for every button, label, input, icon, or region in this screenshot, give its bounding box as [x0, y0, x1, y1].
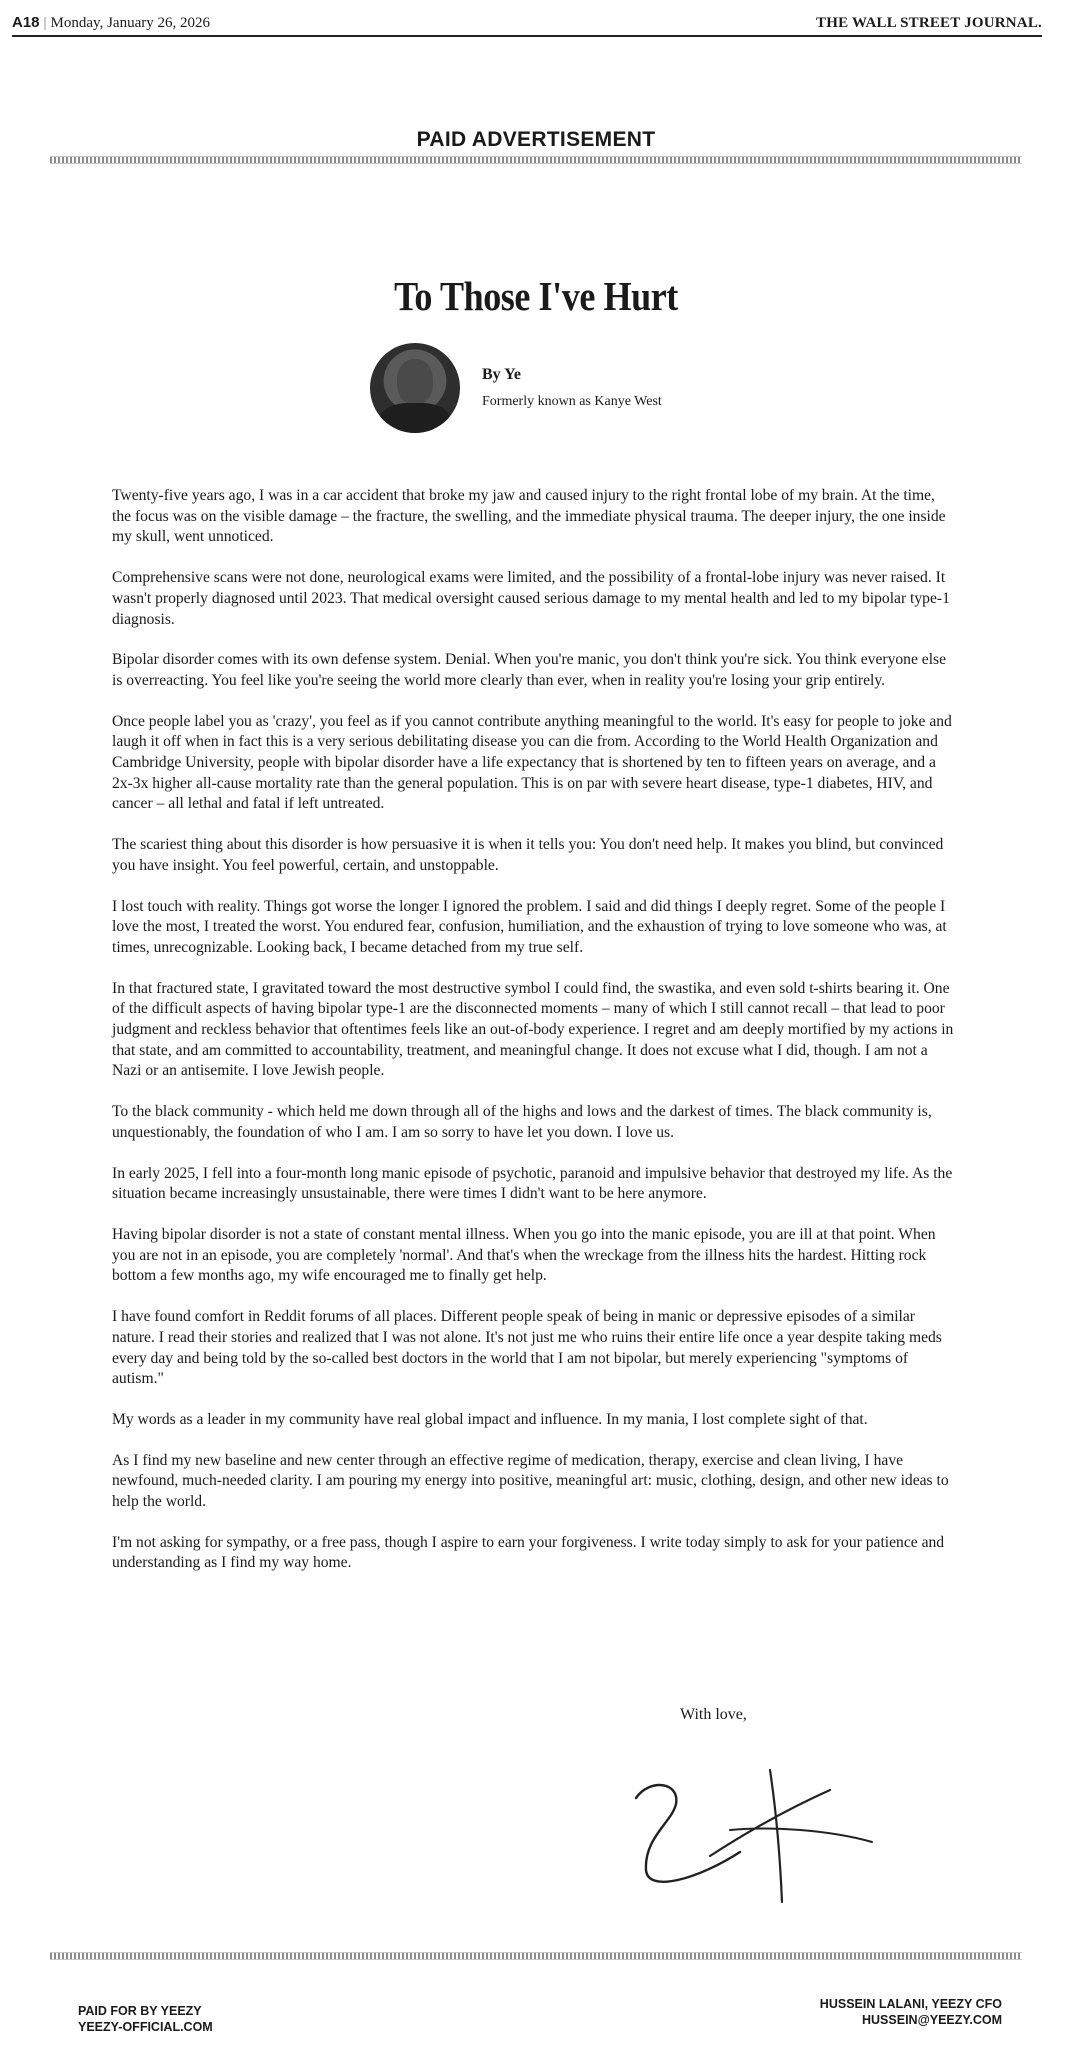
publication-name: THE WALL STREET JOURNAL. [816, 15, 1042, 31]
author-photo [370, 343, 460, 433]
byline-author: By Ye [482, 366, 521, 383]
paragraph: Comprehensive scans were not done, neurological exams were limited, and the possibility of a frontal-lobe injury was never raised. It wasn't properly diagnosed until 2023. That medical oversight caused serious damage to my mental health and led to my bipolar type-1 diagnosis. [112, 569, 950, 628]
paragraph: I have found comfort in Reddit forums of all places. Different people speak of being in manic or depressive episodes of a similar nature. I read their stories and realized that I was not alone. It's not just me who ruins their entire life once a year despite taking meds every day and being told by the so-called best doctors in the world that I am not bipolar, but merely experiencing "symptoms of autism." [112, 1308, 942, 1388]
byline-block [370, 343, 662, 433]
paragraph: Once people label you as 'crazy', you feel as if you cannot contribute anything meaningful to the world. It's easy for people to joke and laugh it off when in fact this is a very serious debilitating disease you can die from. According to the World Health Organization and Cambridge University, people with bipolar disorder have a life expectancy that is shortened by ten to fifteen years on average, and a 2x-3x higher all-cause mortality rate than the general population. This is on par with severe heart disease, type-1 diabetes, HIV, and cancer – all lethal and fatal if left untreated. [112, 712, 952, 813]
paragraph: My words as a leader in my community have real global impact and influence. In my mania, I lost complete sight of that. [112, 1410, 868, 1428]
contact-name: HUSSEIN LALANI, YEEZY CFO [819, 1997, 1002, 2011]
paragraph: Twenty-five years ago, I was in a car accident that broke my jaw and caused injury to the right frontal lobe of my brain. At the time, the focus was on the visible damage – the fracture, the swelling, and the immediate physical trauma. The deeper injury, the one inside my skull, went unnoticed. [112, 487, 946, 546]
author-photo-face [397, 359, 433, 405]
top-dotted-rule [50, 156, 1022, 164]
bottom-dotted-rule [50, 1952, 1022, 1960]
paid-advertisement-banner: PAID ADVERTISEMENT [416, 128, 656, 151]
paragraph: To the black community - which held me down through all of the highs and lows and the darkest of times. The black community is, unquestionably, the foundation of who I am. I am so sorry to have let you down. I love us. [112, 1103, 932, 1141]
masthead-left [12, 14, 210, 32]
masthead-separator: | [43, 15, 47, 31]
article-title: To Those I've Hurt [394, 273, 678, 319]
page-number: A18 [12, 14, 40, 31]
paragraph: In that fractured state, I gravitated toward the most destructive symbol I could find, the swastika, and even sold t-shirts bearing it. One of the difficult aspects of having bipolar type-1 are the disconnected moments – many of which I still cannot recall – that lead to poor judgment and reckless behavior that oftentimes feels like an out-of-body experience. I regret and am deeply mortified by my actions in that state, and am committed to accountability, treatment, and meaningful change. It does not excuse what I did, though. I am not a Nazi or an antisemite. I love Jewish people. [112, 979, 954, 1080]
paragraph: Bipolar disorder comes with its own defense system. Denial. When you're manic, you don't think you're sick. You think everyone else is overreacting. You feel like you're seeing the world more clearly than ever, when in reality you're losing your grip entirely. [112, 651, 947, 689]
footer-website: YEEZY-OFFICIAL.COM [78, 2020, 213, 2034]
issue-date: Monday, January 26, 2026 [50, 15, 210, 31]
paragraph: Having bipolar disorder is not a state of constant mental illness. When you go into the manic episode, you are ill at that point. When you are not in an episode, you are completely 'normal'. And that's when the wreckage from the illness hits the hardest. Hitting rock bottom a few months ago, my wife encouraged me to finally get help. [112, 1225, 936, 1285]
paid-by-label: PAID FOR BY YEEZY [78, 2004, 202, 2018]
paragraph: In early 2025, I fell into a four-month long manic episode of psychotic, paranoid and impulsive behavior that destroyed my life. As the situation became increasingly unsustainable, there were times I didn't want to be here anymore. [112, 1164, 953, 1203]
byline-text [482, 366, 662, 410]
byline-subtitle: Formerly known as Kanye West [482, 394, 662, 409]
paragraph: As I find my new baseline and new center through an effective regime of medication, therapy, exercise and clean living, I have newfound, much-needed clarity. I am pouring my energy into positive, meaningful art: music, clothing, design, and other new ideas to help the world. [112, 1451, 949, 1511]
article-body [112, 486, 954, 1594]
footer-paid-by [78, 2003, 213, 2035]
author-signature [620, 1760, 880, 1910]
author-photo-shoulders [380, 403, 450, 433]
paragraph: I lost touch with reality. Things got worse the longer I ignored the problem. I said and did things I deeply regret. Some of the people I love the most, I treated the worst. You endured fear, confusion, humiliation, and the exhaustion of trying to love someone who was, at times, unrecognizable. Looking back, I became detached from my true self. [112, 897, 947, 956]
footer-contact [820, 1996, 1002, 2028]
paragraph: I'm not asking for sympathy, or a free pass, though I aspire to earn your forgiveness. I write today simply to ask for your patience and understanding as I find my way home. [112, 1533, 945, 1572]
paragraph: The scariest thing about this disorder is how persuasive it is when it tells you: You don't need help. It makes you blind, but convinced you have insight. You feel powerful, certain, and unstoppable. [112, 836, 944, 874]
masthead [12, 6, 1042, 37]
signoff: With love, [680, 1706, 747, 1723]
contact-email: HUSSEIN@YEEZY.COM [862, 2013, 1002, 2027]
